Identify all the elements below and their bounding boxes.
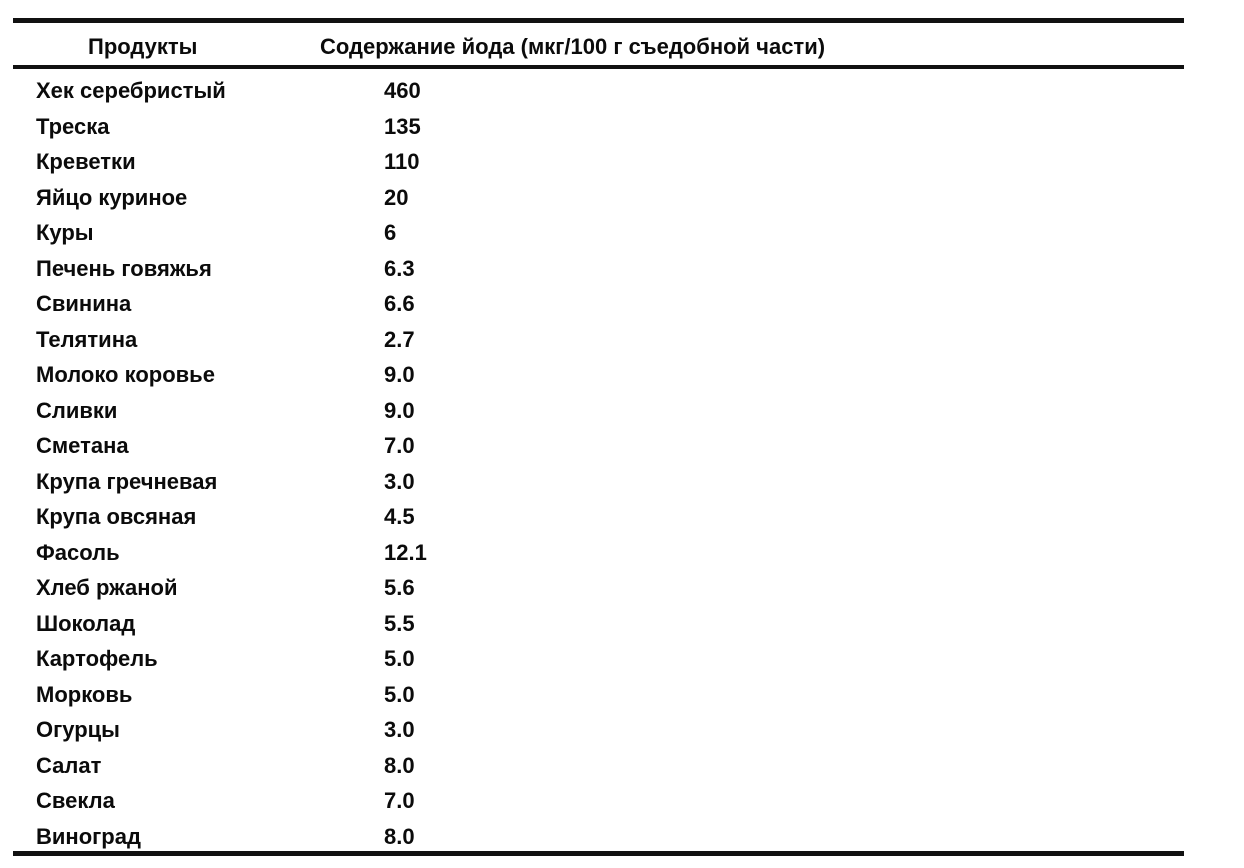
table-row bbox=[0, 748, 1244, 784]
iodine-value: 5.0 bbox=[384, 681, 415, 707]
product-name: Молоко коровье bbox=[36, 362, 215, 387]
table-row bbox=[0, 499, 1244, 535]
product-name: Крупа гречневая bbox=[36, 468, 218, 494]
product-name: Салат bbox=[36, 752, 102, 778]
table-row bbox=[0, 428, 1244, 464]
iodine-value: 5.5 bbox=[384, 610, 415, 636]
iodine-value: 7.0 bbox=[384, 788, 415, 813]
table-header-rule bbox=[13, 65, 1184, 69]
product-name: Свекла bbox=[36, 788, 115, 813]
iodine-value: 4.5 bbox=[384, 504, 415, 529]
table-row bbox=[0, 109, 1244, 145]
product-name: Печень говяжья bbox=[36, 255, 212, 281]
iodine-value: 9.0 bbox=[384, 362, 415, 387]
product-name: Телятина bbox=[36, 326, 138, 352]
iodine-value: 7.0 bbox=[384, 433, 415, 458]
iodine-value: 3.0 bbox=[384, 717, 415, 742]
iodine-value: 8.0 bbox=[384, 823, 415, 849]
iodine-value: 110 bbox=[384, 149, 420, 174]
table-row bbox=[0, 251, 1244, 287]
product-name: Хек серебристый bbox=[36, 78, 226, 103]
table-top-rule bbox=[13, 18, 1184, 23]
table-row bbox=[0, 783, 1244, 819]
table-row bbox=[0, 535, 1244, 571]
iodine-value: 3.0 bbox=[384, 468, 415, 494]
product-name: Креветки bbox=[36, 149, 136, 174]
table-row bbox=[0, 73, 1244, 109]
table-body bbox=[0, 73, 1244, 854]
table-row bbox=[0, 144, 1244, 180]
table-row bbox=[0, 819, 1244, 855]
table-row bbox=[0, 286, 1244, 322]
product-name: Свинина bbox=[36, 291, 132, 316]
column-header-product: Продукты bbox=[88, 34, 198, 59]
product-name: Морковь bbox=[36, 681, 133, 707]
iodine-value: 9.0 bbox=[384, 397, 415, 423]
product-name: Яйцо куриное bbox=[36, 184, 188, 210]
table-row bbox=[0, 180, 1244, 216]
product-name: Хлеб ржаной bbox=[36, 575, 178, 600]
product-name: Огурцы bbox=[36, 717, 120, 742]
iodine-value: 460 bbox=[384, 78, 421, 103]
product-name: Куры bbox=[36, 220, 94, 245]
iodine-value: 12.1 bbox=[384, 539, 427, 565]
iodine-value: 135 bbox=[384, 113, 421, 139]
table-row bbox=[0, 215, 1244, 251]
iodine-value: 5.6 bbox=[384, 575, 415, 600]
product-name: Картофель bbox=[36, 646, 158, 671]
table-row bbox=[0, 677, 1244, 713]
iodine-value: 2.7 bbox=[384, 326, 415, 352]
table-row bbox=[0, 606, 1244, 642]
product-name: Сливки bbox=[36, 397, 118, 423]
table-bottom-rule bbox=[13, 851, 1184, 856]
product-name: Фасоль bbox=[36, 539, 120, 565]
column-header-iodine: Содержание йода (мкг/100 г съедобной части) bbox=[320, 34, 826, 59]
product-name: Виноград bbox=[36, 823, 141, 849]
table-header bbox=[0, 30, 1244, 64]
iodine-value: 6.6 bbox=[384, 291, 415, 316]
table-row bbox=[0, 464, 1244, 500]
product-name: Крупа овсяная bbox=[36, 504, 197, 529]
iodine-value: 6.3 bbox=[384, 255, 415, 281]
table-row bbox=[0, 322, 1244, 358]
table-row bbox=[0, 712, 1244, 748]
table-row bbox=[0, 570, 1244, 606]
iodine-value: 6 bbox=[384, 220, 397, 245]
table-row bbox=[0, 357, 1244, 393]
table-row bbox=[0, 393, 1244, 429]
iodine-value: 5.0 bbox=[384, 646, 415, 671]
product-name: Треска bbox=[36, 113, 110, 139]
product-name: Сметана bbox=[36, 433, 129, 458]
iodine-value: 8.0 bbox=[384, 752, 415, 778]
table-row bbox=[0, 641, 1244, 677]
iodine-value: 20 bbox=[384, 184, 409, 210]
product-name: Шоколад bbox=[36, 610, 136, 636]
